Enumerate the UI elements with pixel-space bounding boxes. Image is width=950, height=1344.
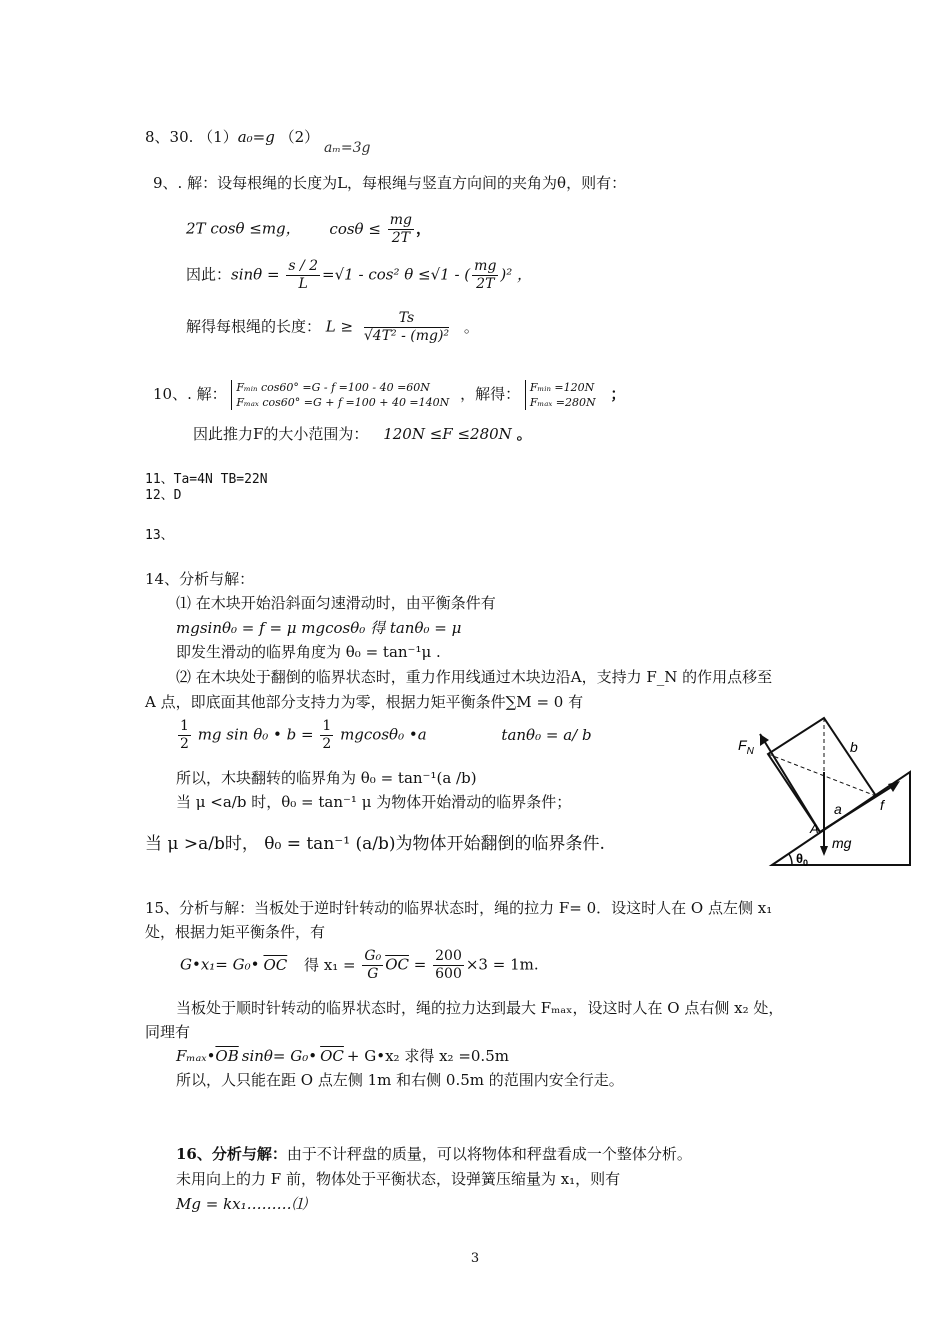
q9-intro: 9、. 解：设每根绳的长度为L，每根绳与竖直方向间的夹角为θ，则有： xyxy=(153,174,627,192)
q15-eq1-c: = xyxy=(413,955,427,974)
q15-eq2-b: sinθ= G₀• xyxy=(241,1047,318,1065)
q9-eq1-frac xyxy=(388,212,414,247)
q15-g0: G₀ xyxy=(364,948,382,964)
q9-eq2-den: L xyxy=(298,276,308,292)
q9-eq2-label: 因此： xyxy=(186,265,232,284)
q15-eq1-b: 得 x₁ = xyxy=(304,955,356,974)
q15-eq1-a: G•x₁= G₀• xyxy=(180,955,260,974)
label-f: f xyxy=(880,797,884,813)
q10-mid: ，解得： xyxy=(460,385,521,403)
q9-eq2-a: sinθ = xyxy=(231,265,280,284)
q9-eq2-c: )² ， xyxy=(500,265,533,284)
q8-a0: a₀=g xyxy=(237,128,275,146)
q15-l2: 处，根据力矩平衡条件，有 xyxy=(145,923,326,941)
angle-arc xyxy=(789,854,792,865)
label-b: b xyxy=(850,739,858,755)
q15-eq1-oc2: $\overline{OC}$ xyxy=(385,955,409,974)
q14-l4: ⑵ 在木块处于翻倒的临界状态时，重力作用线通过木块边沿A，支持力 F_N 的作用点移至 xyxy=(176,668,773,686)
q9-eq2-frac xyxy=(286,258,320,293)
q10-system1 xyxy=(231,380,449,410)
label-theta: $\theta_0$ xyxy=(796,851,809,868)
q9-eq3-lhs: L ≥ xyxy=(325,317,354,336)
q15-g: G xyxy=(367,966,379,982)
q16-l1-rest: 由于不计秤盘的质量，可以将物体和秤盘看成一个整体分析。 xyxy=(286,1145,692,1163)
q10-range: 120N ≤F ≤280N xyxy=(383,425,512,443)
q9-eq3-tail: 。 xyxy=(463,317,479,336)
q12-line: 12、D xyxy=(145,488,182,503)
q14-l8: 当 μ >a/b时， θ₀ = tan⁻¹ (a/b)为物体开始翻倒的临界条件. xyxy=(145,834,605,854)
q8-am: aₘ=3g xyxy=(323,140,371,156)
q15-eq2-a: Fₘₐₓ• xyxy=(176,1047,216,1065)
q10-system2 xyxy=(525,380,596,410)
q9-eq1 xyxy=(186,212,431,247)
q15-eq1-frac-g xyxy=(362,948,383,983)
q14-eq xyxy=(176,718,592,753)
q16-title: 16、分析与解： xyxy=(176,1145,287,1163)
q10-line xyxy=(153,380,625,410)
q9-eq3-den: √4T² - (mg)² xyxy=(363,328,450,344)
q9-eq1-cos: cosθ ≤ xyxy=(329,219,381,238)
label-a: a xyxy=(834,801,842,817)
q10-sys2-l1: Fₘᵢₙ =120N xyxy=(529,381,595,394)
q9-eq3-frac xyxy=(364,310,449,345)
q15-eq2-c: + G•x₂ 求得 x₂ =0.5m xyxy=(346,1047,509,1065)
q15-eq1 xyxy=(180,948,539,983)
q9-eq2 xyxy=(186,258,532,293)
q9-eq1-num: mg xyxy=(389,212,412,228)
weight-arrowhead xyxy=(820,846,828,856)
q9-eq1-den: 2T xyxy=(391,230,410,246)
q15-eq2-ob: $\overline{OB}$ xyxy=(215,1047,239,1065)
q15-l3: 当板处于顺时针转动的临界状态时，绳的拉力达到最大 Fₘₐₓ，设这时人在 O 点右侧 x₂ 处， xyxy=(176,999,784,1017)
q14-l1: ⑴ 在木块开始沿斜面匀速滑动时，由平衡条件有 xyxy=(176,594,496,612)
q14-l5: A 点，即底面其他部分支持力为零，根据力矩平衡条件∑M = 0 有 xyxy=(145,693,584,711)
q9-eq3 xyxy=(186,310,479,345)
q14-l2: mgsinθ₀ = f = μ mgcosθ₀ 得 tanθ₀ = μ xyxy=(176,619,462,637)
q14-eq-a: mg sin θ₀ • b = xyxy=(197,725,314,744)
q14-l3: 即发生滑动的临界角度为 θ₀ = tan⁻¹μ . xyxy=(176,643,441,661)
q11-line: 11、Ta=4N TB=22N xyxy=(145,472,268,487)
q15-eq2 xyxy=(176,1045,509,1066)
q15-l4: 同理有 xyxy=(145,1023,191,1041)
q14-title: 14、分析与解： xyxy=(145,570,255,588)
q16-l3: Mg = kx₁………⑴ xyxy=(176,1195,307,1213)
page-number: 3 xyxy=(470,1251,480,1266)
q15-l1: 15、分析与解：当板处于逆时针转动的临界状态时，绳的拉力 F= 0．设这时人在 O 点左侧 x₁ xyxy=(145,899,773,917)
q14-l6: 所以，木块翻转的临界角为 θ₀ = tan⁻¹(a /b) xyxy=(176,769,477,787)
q9-eq2-b: =√1 - cos² θ ≤√1 - ( xyxy=(322,265,471,284)
q10-range-label: 因此推力F的大小范围为： xyxy=(193,425,369,443)
q15-eq2-oc: $\overline{OC}$ xyxy=(320,1047,344,1065)
q15-n600: 600 xyxy=(435,966,462,982)
q9-eq1-tail: ， xyxy=(415,219,431,238)
q10-sys2-l2: Fₘₐₓ =280N xyxy=(529,396,596,409)
tilting-block-diagram xyxy=(730,712,920,872)
q10-prefix: 10、. 解： xyxy=(153,385,227,403)
q9-eq1-left: 2T cosθ ≤mg， xyxy=(186,219,301,238)
q14-eq-c: tanθ₀ = a/ b xyxy=(501,725,592,744)
q9-eq2-inner-num: mg xyxy=(474,258,497,274)
q10-range-line xyxy=(193,423,532,444)
q14-half-2-den: 2 xyxy=(322,736,332,752)
q14-eq-b: mgcosθ₀ •a xyxy=(340,725,427,744)
q8-line xyxy=(145,127,371,156)
friction-arrowhead xyxy=(888,781,900,792)
label-FN: $F_N$ xyxy=(738,737,754,757)
q9-eq2-inner-frac xyxy=(472,258,498,293)
label-mg: mg xyxy=(832,835,852,851)
q15-eq1-frac-num xyxy=(433,948,464,983)
q9-eq2-num: s / 2 xyxy=(288,258,319,274)
q14-half-2 xyxy=(320,718,333,753)
q13-line: 13、 xyxy=(145,528,174,543)
q14-half-1 xyxy=(178,718,191,753)
q15-eq1-d: ×3 = 1m. xyxy=(465,955,539,974)
q10-sys1-l2: Fₘₐₓ cos60° =G + f =100 + 40 =140N xyxy=(236,396,450,409)
q9-eq3-num: Ts xyxy=(364,310,449,328)
q8-prefix: 8、30. （1） xyxy=(145,128,238,146)
q14-half-2-num: 1 xyxy=(322,718,332,734)
q15-n200: 200 xyxy=(435,948,462,964)
q14-l7: 当 μ <a/b 时，θ₀ = tan⁻¹ μ 为物体开始滑动的临界条件； xyxy=(176,793,572,811)
q8-part2: （2） xyxy=(279,128,320,146)
normal-force-arrowhead xyxy=(760,734,769,746)
q16-l2: 未用向上的力 F 前，物体处于平衡状态，设弹簧压缩量为 x₁，则有 xyxy=(176,1170,621,1188)
q9-eq3-label: 解得每根绳的长度： xyxy=(186,317,322,336)
friction-line xyxy=(820,784,896,832)
q10-sys1-l1: Fₘᵢₙ cos60° =G - f =100 - 40 =60N xyxy=(236,381,430,394)
normal-force-line xyxy=(760,734,820,832)
q10-range-tail: 。 xyxy=(516,425,532,443)
q14-half-1-den: 2 xyxy=(180,736,189,752)
q16-l1 xyxy=(176,1144,692,1164)
q10-tail: ； xyxy=(610,385,626,403)
q15-l5: 所以，人只能在距 O 点左侧 1m 和右侧 0.5m 的范围内安全行走。 xyxy=(176,1071,624,1089)
q15-eq1-oc: $\overline{OC}$ xyxy=(263,955,288,974)
label-A: A xyxy=(810,821,819,836)
q9-eq2-inner-den: 2T xyxy=(476,276,495,292)
q14-half-1-num: 1 xyxy=(180,718,189,734)
